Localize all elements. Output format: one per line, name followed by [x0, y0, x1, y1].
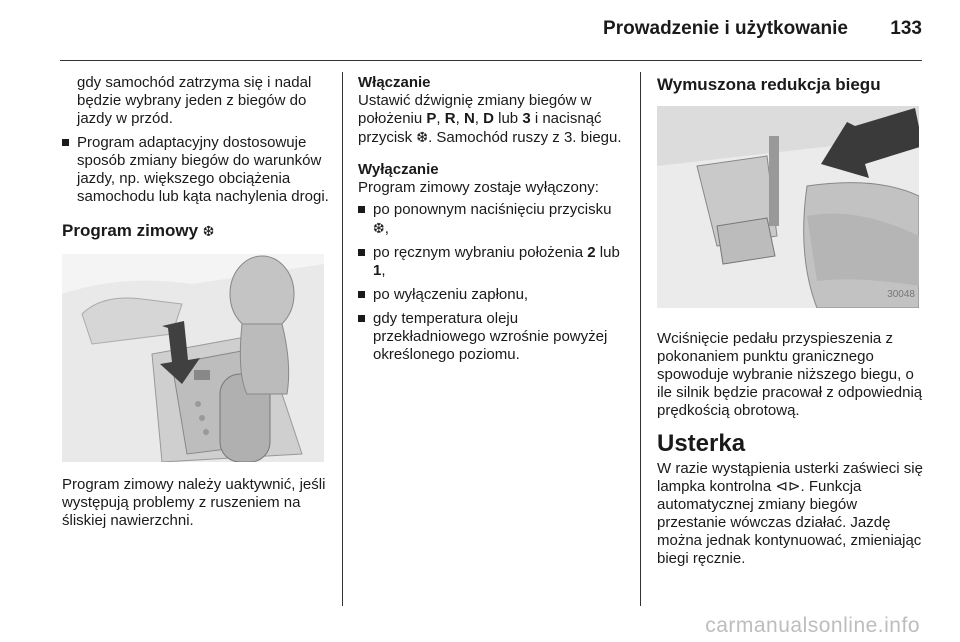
- section-heading-winter: [62, 222, 330, 240]
- warning-light-icon: ⊲⊳: [775, 478, 801, 495]
- enable-text-part: . Samochód ruszy z 3. biegu.: [428, 129, 622, 146]
- page-number: 133: [890, 18, 922, 39]
- kickdown-heading: Wymuszona redukcja biegu: [657, 75, 881, 94]
- pedal-figure: [657, 106, 919, 308]
- separator: ,: [474, 110, 484, 127]
- gear-position-3: 3: [522, 110, 531, 127]
- watermark: carmanualsonline.info: [705, 614, 920, 637]
- list-item-text: po ręcznym wybraniu położenia: [373, 244, 588, 261]
- list-item: [358, 201, 628, 238]
- section-heading-text: Program zimowy: [62, 221, 199, 240]
- snowflake-icon: ❆: [373, 220, 385, 236]
- gear-position-2: 2: [587, 244, 596, 261]
- column-3: [657, 74, 925, 568]
- bullet-list: [358, 201, 628, 364]
- gear-position-r: R: [444, 110, 456, 127]
- figure-number: 30048: [887, 289, 915, 300]
- snowflake-icon: ❆: [416, 129, 429, 145]
- gear-position-d: D: [483, 110, 494, 127]
- winter-program-description: Program zimowy należy uaktywnić, jeśli występują problemy z ruszeniem na śliskiej nawierzchni.: [62, 476, 326, 529]
- continued-text: gdy samochód zatrzyma się i nadal będzie wybrany jeden z biegów do jazdy w przód.: [77, 74, 312, 127]
- column-2: [358, 74, 628, 370]
- disable-text: Program zimowy zostaje wyłączony:: [358, 179, 599, 196]
- fault-text-part: . Funkcja automatycznej zmiany biegów przestanie wówczas działać. Jazdę można jednak kontynuować, zmieniając biegi ręcznie.: [657, 478, 922, 567]
- fault-description: [657, 460, 925, 568]
- enable-text-part: i nacisnąć przycisk: [358, 110, 602, 146]
- list-item-text: po ponownym naciśnięciu przycisku: [373, 201, 612, 218]
- list-item: po wyłączeniu zapłonu,: [358, 286, 628, 304]
- fault-heading: Usterka: [657, 430, 746, 457]
- gear-position-p: P: [426, 110, 437, 127]
- enable-text-part: Ustawić dźwignię zmiany biegów w położeniu: [358, 92, 592, 127]
- column-1: [62, 74, 330, 530]
- disable-heading: Wyłączanie: [358, 161, 439, 178]
- gear-selector-figure: [62, 254, 324, 462]
- enable-text-part: lub: [493, 110, 523, 127]
- enable-text: [358, 92, 628, 147]
- header-rule: [60, 60, 922, 61]
- separator: ,: [455, 110, 464, 127]
- kickdown-description: Wciśnięcie pedału przyspieszenia z pokonaniem punktu granicznego spowoduje wybranie niższego biegu, o ile silnik będzie pracował z odpowiednią prędkością obrotową.: [657, 330, 923, 419]
- list-item: [358, 244, 628, 280]
- list-item-text: ,: [381, 262, 386, 279]
- gear-selector-illustration: [62, 254, 324, 462]
- list-item-text: ,: [384, 220, 389, 237]
- pedal-illustration: [657, 106, 919, 308]
- gear-position-1: 1: [373, 262, 382, 279]
- separator: ,: [436, 110, 445, 127]
- list-item: Program adaptacyjny dostosowuje sposób zmiany biegów do warunków jazdy, np. większego obciążenia samochodu lub kąta nachylenia drogi.: [62, 134, 330, 206]
- column-separator: [640, 72, 641, 606]
- list-item: gdy temperatura oleju przekładniowego wzrośnie powyżej określonego poziomu.: [358, 310, 628, 364]
- enable-heading: Włączanie: [358, 74, 431, 91]
- column-separator: [342, 72, 343, 606]
- snowflake-icon: ❆: [202, 223, 215, 239]
- list-item-text: lub: [595, 244, 620, 261]
- bullet-list: [62, 134, 330, 206]
- fault-text-part: W razie wystąpienia usterki zaświeci się lampka kontrolna: [657, 460, 923, 495]
- header-title: Prowadzenie i użytkowanie: [603, 18, 848, 39]
- gear-position-n: N: [463, 110, 475, 127]
